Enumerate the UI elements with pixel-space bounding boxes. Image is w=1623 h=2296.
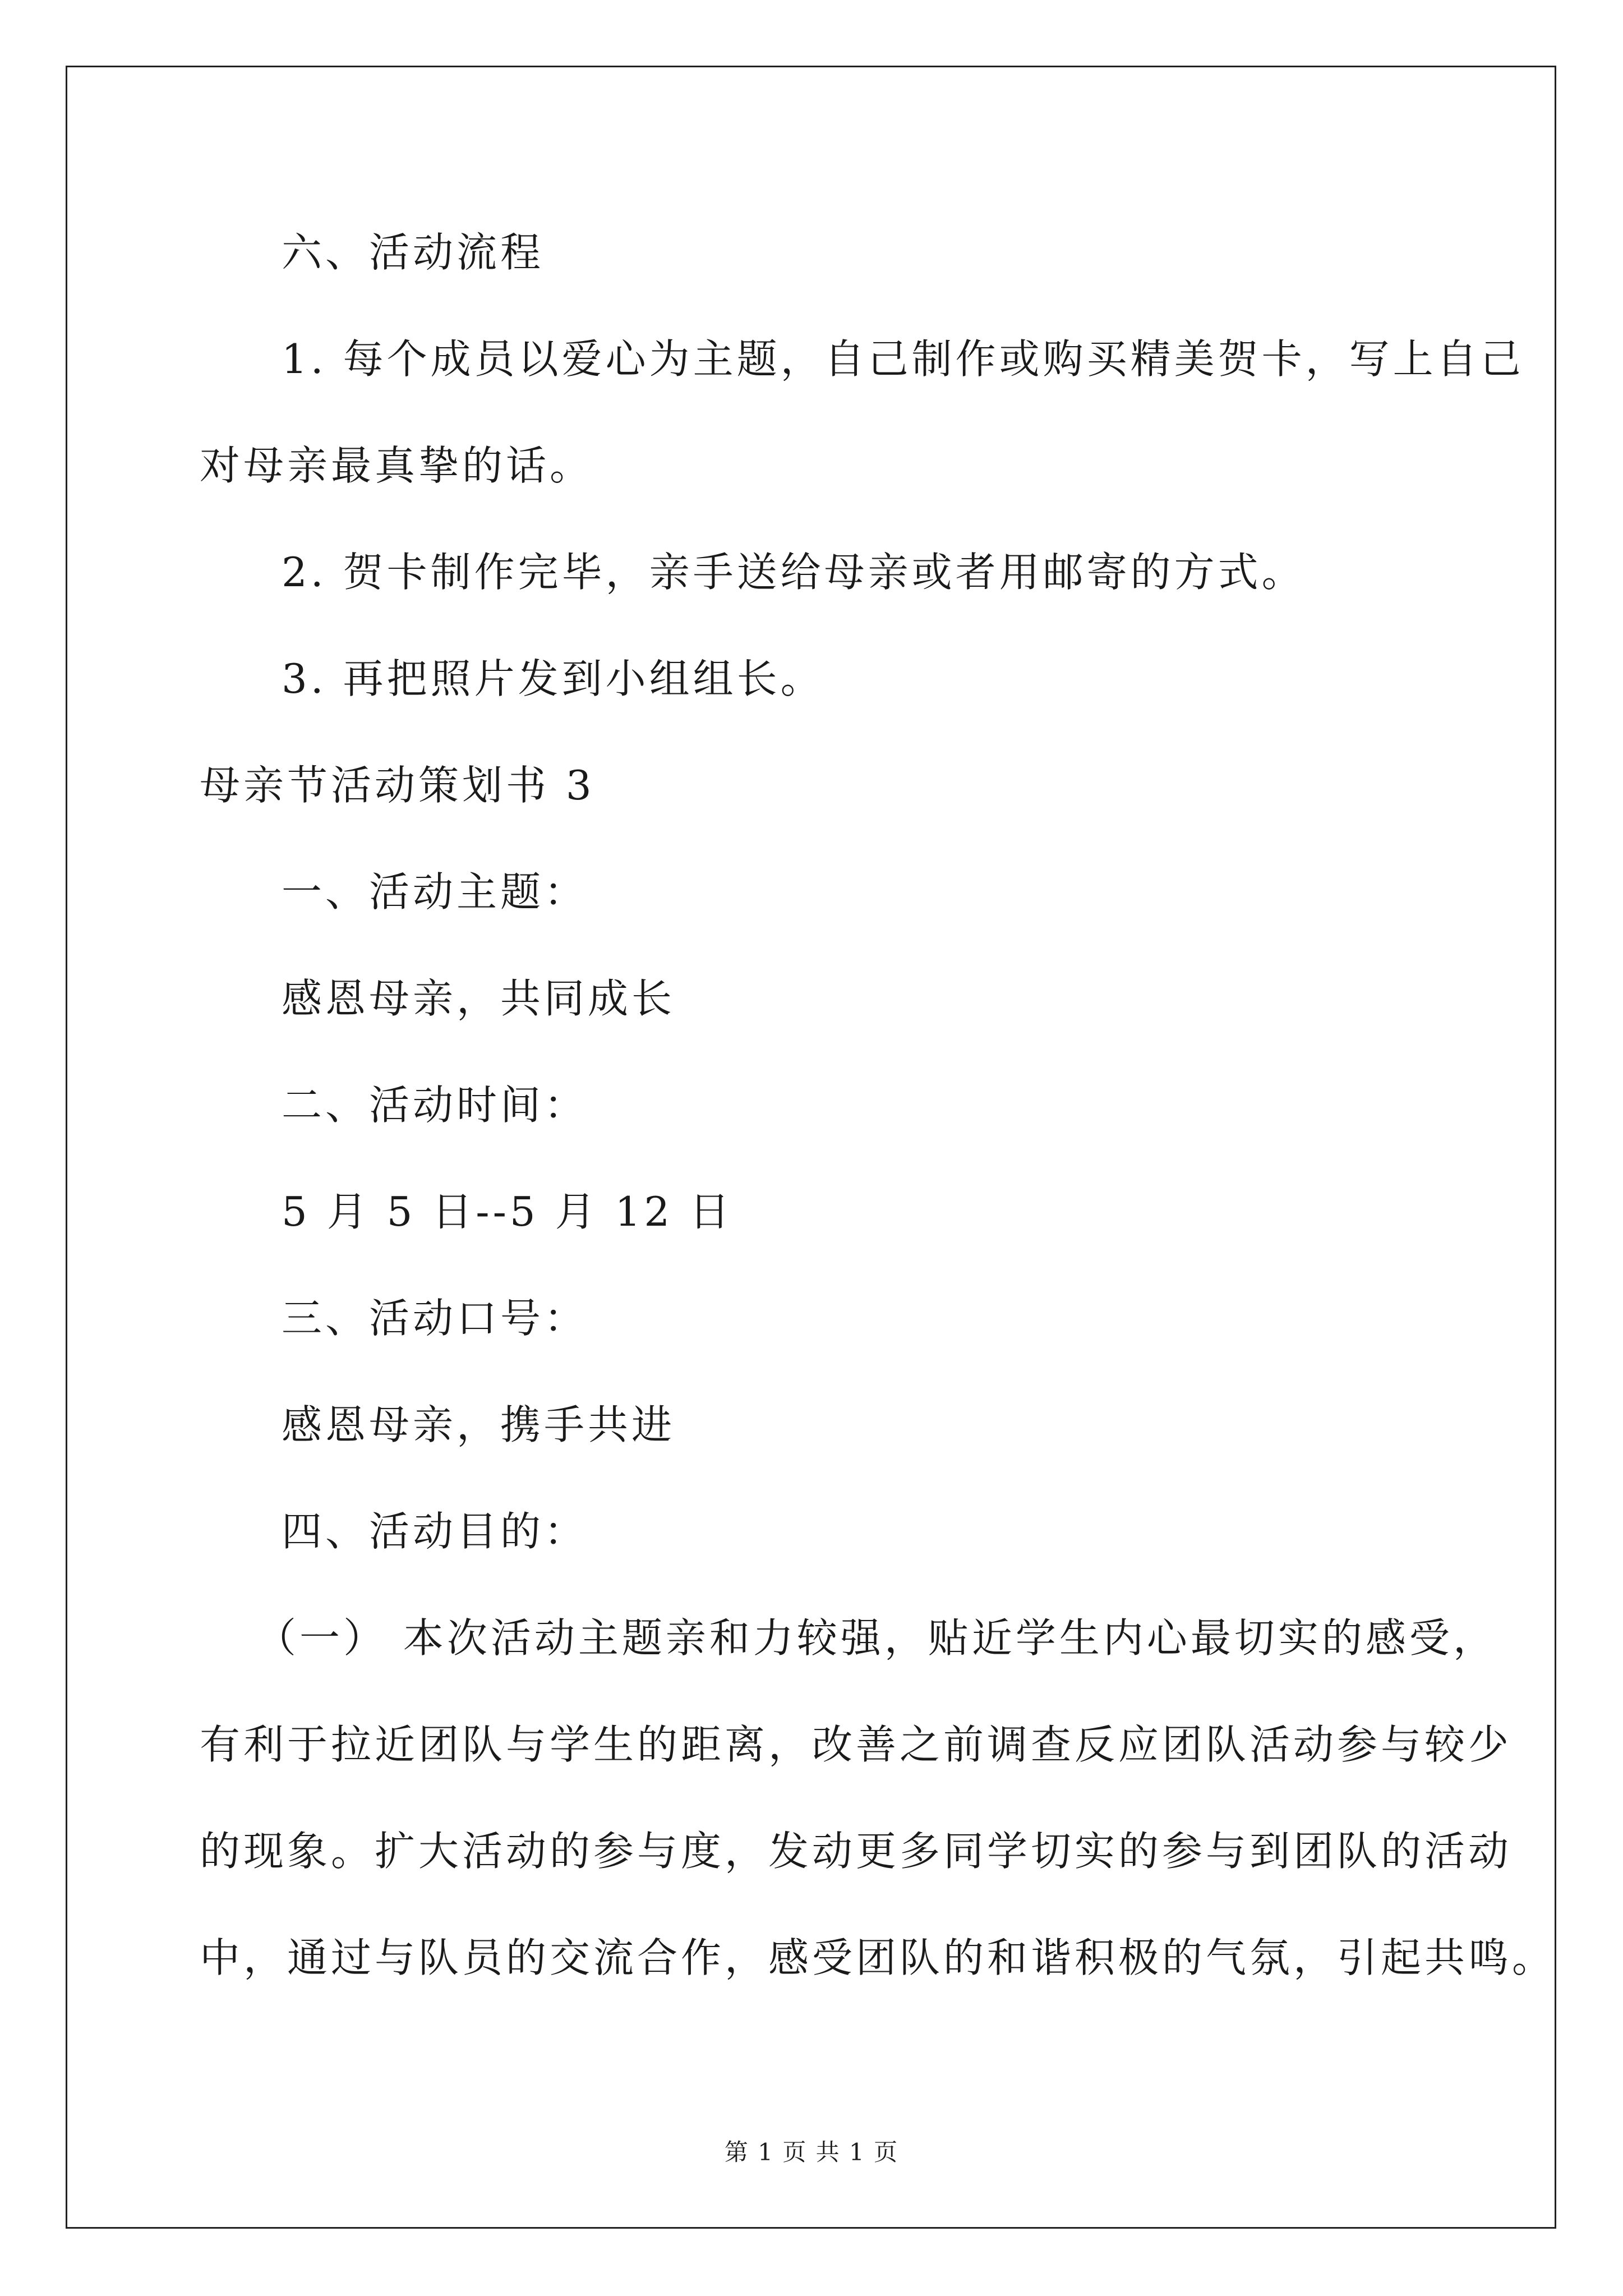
paragraph-line: 感恩母亲，携手共进 bbox=[282, 1401, 676, 1448]
paragraph-line: 2. 贺卡制作完毕，亲手送给母亲或者用邮寄的方式。 bbox=[282, 549, 1306, 596]
paragraph-line: 感恩母亲，共同成长 bbox=[282, 975, 676, 1022]
paragraph-line: 3. 再把照片发到小组组长。 bbox=[282, 655, 824, 702]
page-border bbox=[66, 66, 1556, 2229]
page-footer: 第 1 页 共 1 页 bbox=[724, 2138, 899, 2166]
section-heading-theme: 一、活动主题： bbox=[282, 868, 588, 915]
section-heading-purpose: 四、活动目的： bbox=[282, 1508, 588, 1555]
paragraph-line: 5 月 5 日--5 月 12 日 bbox=[282, 1188, 734, 1235]
document-title: 母亲节活动策划书 3 bbox=[200, 762, 595, 809]
paragraph-line: 的现象。扩大活动的参与度，发动更多同学切实的参与到团队的活动 bbox=[200, 1828, 1513, 1875]
section-heading-time: 二、活动时间： bbox=[282, 1082, 588, 1129]
section-heading-flow: 六、活动流程 bbox=[282, 229, 545, 276]
section-heading-slogan: 三、活动口号： bbox=[282, 1295, 588, 1342]
paragraph-line: （一） 本次活动主题亲和力较强，贴近学生内心最切实的感受， bbox=[256, 1614, 1497, 1662]
paragraph-line: 有利于拉近团队与学生的距离，改善之前调查反应团队活动参与较少 bbox=[200, 1721, 1513, 1768]
paragraph-line: 中，通过与队员的交流合作，感受团队的和谐积极的气氛，引起共鸣。 bbox=[200, 1934, 1556, 1981]
paragraph-line: 对母亲最真挚的话。 bbox=[200, 442, 594, 489]
paragraph-line: 1. 每个成员以爱心为主题，自己制作或购买精美贺卡，写上自己 bbox=[282, 335, 1524, 383]
